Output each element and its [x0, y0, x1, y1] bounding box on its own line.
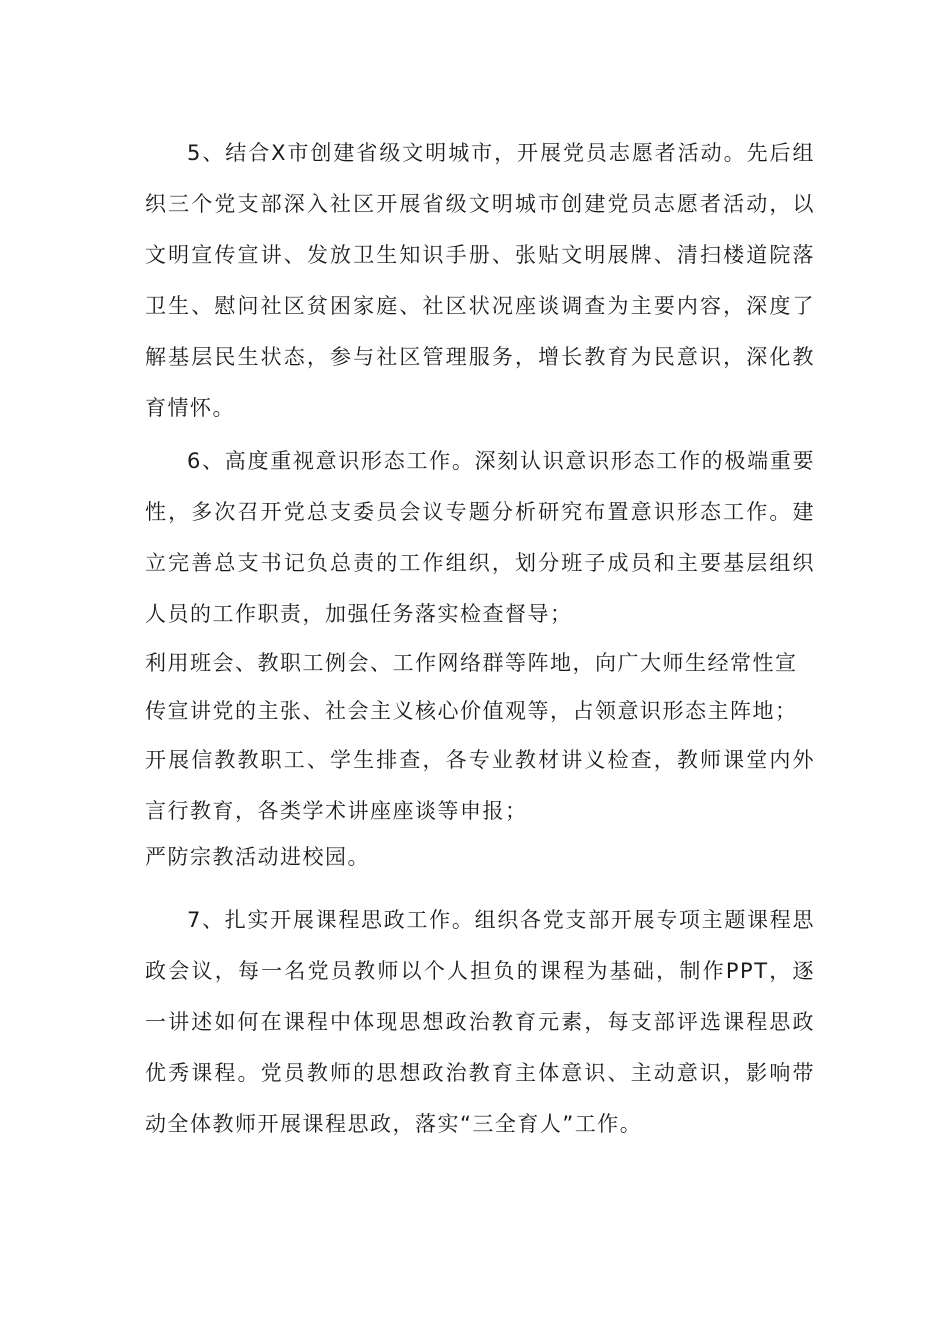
- paragraph-6-line-3: 开展信教教职工、学生排查，各专业教材讲义检查，教师课堂内外言行教育，各类学术讲座座谈等申报；: [145, 748, 815, 823]
- paragraph-7: 7、扎实开展课程思政工作。组织各党支部开展专项主题课程思政会议，每一名党员教师以个人担负的课程为基础，制作PPT，逐一讲述如何在课程中体现思想政治教育元素，每支部评选课程思政优秀课程。党员教师的思想政治教育主体意识、主动意识，影响带动全体教师开展课程思政，落实“三全育人”工作。: [145, 908, 815, 1136]
- paragraph-6: 6、高度重视意识形态工作。深刻认识意识形态工作的极端重要性，多次召开党总支委员会议专题分析研究布置意识形态工作。建立完善总支书记负总责的工作组织，划分班子成员和主要基层组织人员的工作职责，加强任务落实检查督导；: [145, 449, 815, 626]
- paragraph-6-line-2: 传宣讲党的主张、社会主义核心价值观等，占领意识形态主阵地；: [145, 699, 798, 723]
- paragraph-5: 5、结合X市创建省级文明城市，开展党员志愿者活动。先后组织三个党支部深入社区开展省级文明城市创建党员志愿者活动，以文明宣传宣讲、发放卫生知识手册、张贴文明展牌、清扫楼道院落卫生、慰问社区贫困家庭、社区状况座谈调查为主要内容，深度了解基层民生状态，参与社区管理服务，增长教育为民意识，深化教育情怀。: [145, 141, 815, 420]
- paragraph-6-line-1: 利用班会、教职工例会、工作网络群等阵地，向广大师生经常性宣: [145, 651, 798, 675]
- paragraph-6-line-4: 严防宗教活动进校园。: [145, 845, 370, 869]
